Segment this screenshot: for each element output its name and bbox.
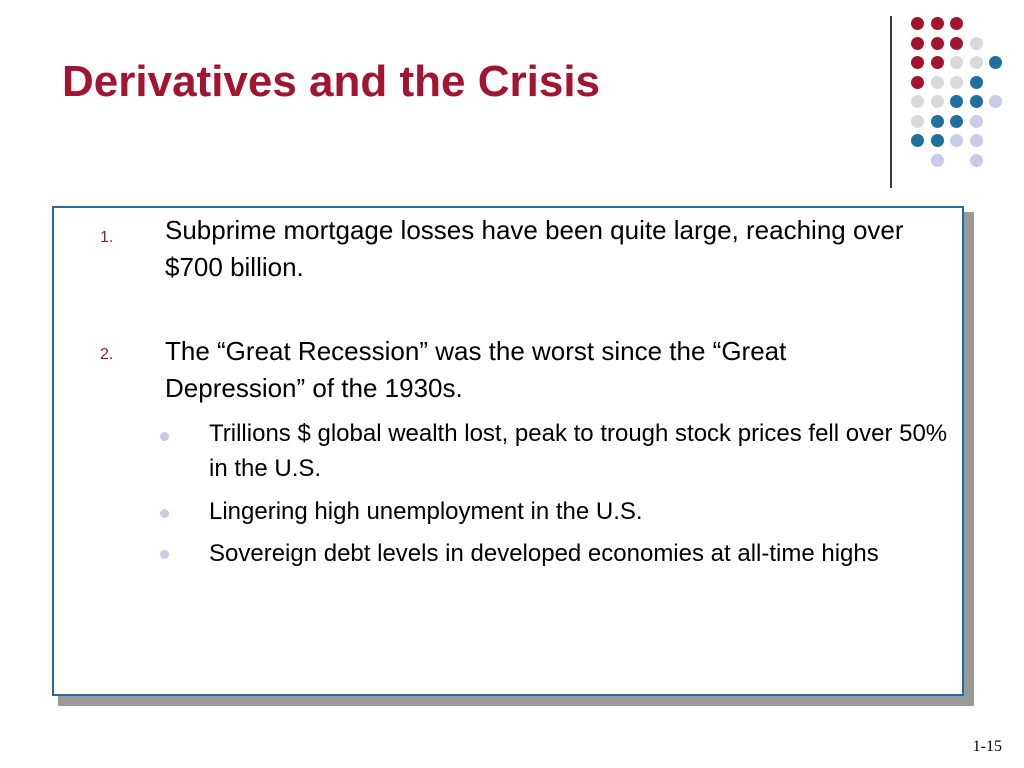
decorative-dot: [931, 134, 944, 147]
decorative-dot: [931, 37, 944, 50]
decorative-dot: [931, 115, 944, 128]
decorative-dot: [931, 95, 944, 108]
decorative-dot: [950, 56, 963, 69]
decorative-dot: [970, 56, 983, 69]
decorative-dot: [931, 17, 944, 30]
sub-item-2-text: Lingering high unemployment in the U.S.: [209, 498, 643, 525]
sub-item-1-text: Trillions $ global wealth lost, peak to trough stock prices fell over 50% in the U.S.: [209, 420, 948, 482]
decorative-dot: [970, 134, 983, 147]
decorative-dot: [931, 76, 944, 89]
page-number: 1-15: [972, 738, 1002, 755]
decorative-dot: [970, 76, 983, 89]
decorative-dot: [950, 95, 963, 108]
decorative-dot: [911, 37, 924, 50]
decorative-dot: [931, 154, 944, 167]
decorative-dot: [970, 115, 983, 128]
decorative-dot: [911, 115, 924, 128]
decorative-dot: [950, 37, 963, 50]
decorative-dot: [950, 76, 963, 89]
decorative-dot: [970, 95, 983, 108]
list-number-2: 2.: [100, 346, 114, 363]
bullet-dot: [160, 509, 169, 518]
decorative-dot: [950, 134, 963, 147]
decorative-dot: [950, 115, 963, 128]
decorative-dot: [911, 56, 924, 69]
decorative-dot: [950, 17, 963, 30]
list-number-1: 1.: [100, 229, 114, 246]
title-divider: [890, 16, 892, 188]
decorative-dot: [911, 17, 924, 30]
sub-item-3-text: Sovereign debt levels in developed economies at all-time highs: [209, 540, 879, 567]
slide-title: Derivatives and the Crisis: [62, 57, 601, 106]
decorative-dot: [970, 37, 983, 50]
decorative-dot: [931, 56, 944, 69]
list-item-2-text: The “Great Recession” was the worst since the “Great Depression” of the 1930s.: [165, 336, 787, 403]
decorative-dot: [911, 95, 924, 108]
bullet-dot: [160, 550, 169, 559]
decorative-dot: [911, 76, 924, 89]
decorative-dot: [911, 134, 924, 147]
decorative-dot: [989, 95, 1002, 108]
decorative-dot: [970, 154, 983, 167]
list-item-1-text: Subprime mortgage losses have been quite large, reaching over $700 billion.: [165, 215, 904, 282]
bullet-dot: [160, 432, 169, 441]
decorative-dot: [989, 56, 1002, 69]
